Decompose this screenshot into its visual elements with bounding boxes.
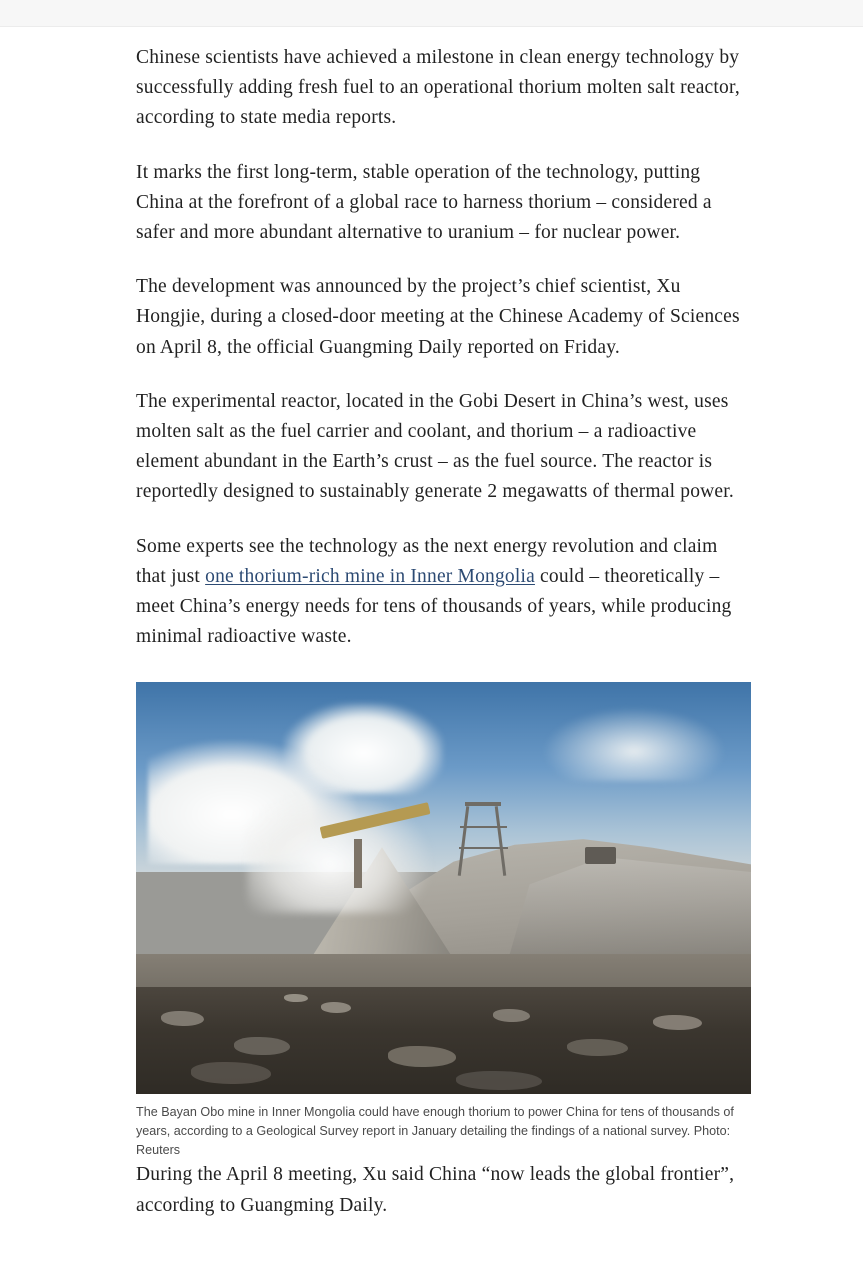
paragraph-2: It marks the first long-term, stable operation of the technology, putting China at the forefront of a global race to harness thorium – considered a safer and more abundant alternative to uranium – for nuclear power. (136, 161, 712, 244)
photo-cloud (542, 707, 727, 781)
closing-paragraph: During the April 8 meeting, Xu said China “now leads the global frontier”, according to Guangming Daily. (136, 1164, 735, 1216)
photo-conveyor-support (354, 839, 361, 888)
mine-photo (136, 682, 751, 1094)
article-figure (136, 676, 751, 1160)
paragraph-4: The experimental reactor, located in the Gobi Desert in China’s west, uses molten salt as the fuel carrier and coolant, and thorium – a radioactive element abundant in the Earth’s crust – as the fuel source. The reactor is reportedly designed to sustainably generate 2 megawatts of thermal power. (136, 390, 734, 503)
paragraph-with-link (136, 532, 751, 653)
photo-foreground-rubble (136, 987, 751, 1094)
thorium-mine-link[interactable]: one thorium-rich mine in Inner Mongolia (205, 565, 535, 587)
paragraph-3: The development was announced by the project’s chief scientist, Xu Hongjie, during a closed-door meeting at the Chinese Academy of Sciences on April 8, the official Guangming Daily reported on Friday. (136, 276, 740, 358)
figure-credit: Photo: Reuters (136, 1124, 731, 1158)
paragraph-link-tail: could – theoretically – meet China’s energy needs for tens of thousands of years, while producing minimal radioactive waste. (136, 565, 732, 648)
browser-top-strip (0, 0, 863, 27)
paragraph-1: Chinese scientists have achieved a milestone in clean energy technology by successfully adding fresh fuel to an operational thorium molten salt reactor, according to state media reports. (136, 47, 740, 129)
photo-mining-tower (456, 806, 511, 876)
paragraph-link-lead: Some experts see the technology as the next energy revolution and claim that just (136, 535, 718, 587)
article-body (0, 43, 863, 1221)
figure-caption-text: The Bayan Obo mine in Inner Mongolia could have enough thorium to power China for tens of thousands of years, according to a Geological Survey report in January detailing the findings of a national survey. (136, 1105, 734, 1139)
photo-mining-machine (585, 847, 616, 863)
figure-caption (136, 1094, 751, 1160)
